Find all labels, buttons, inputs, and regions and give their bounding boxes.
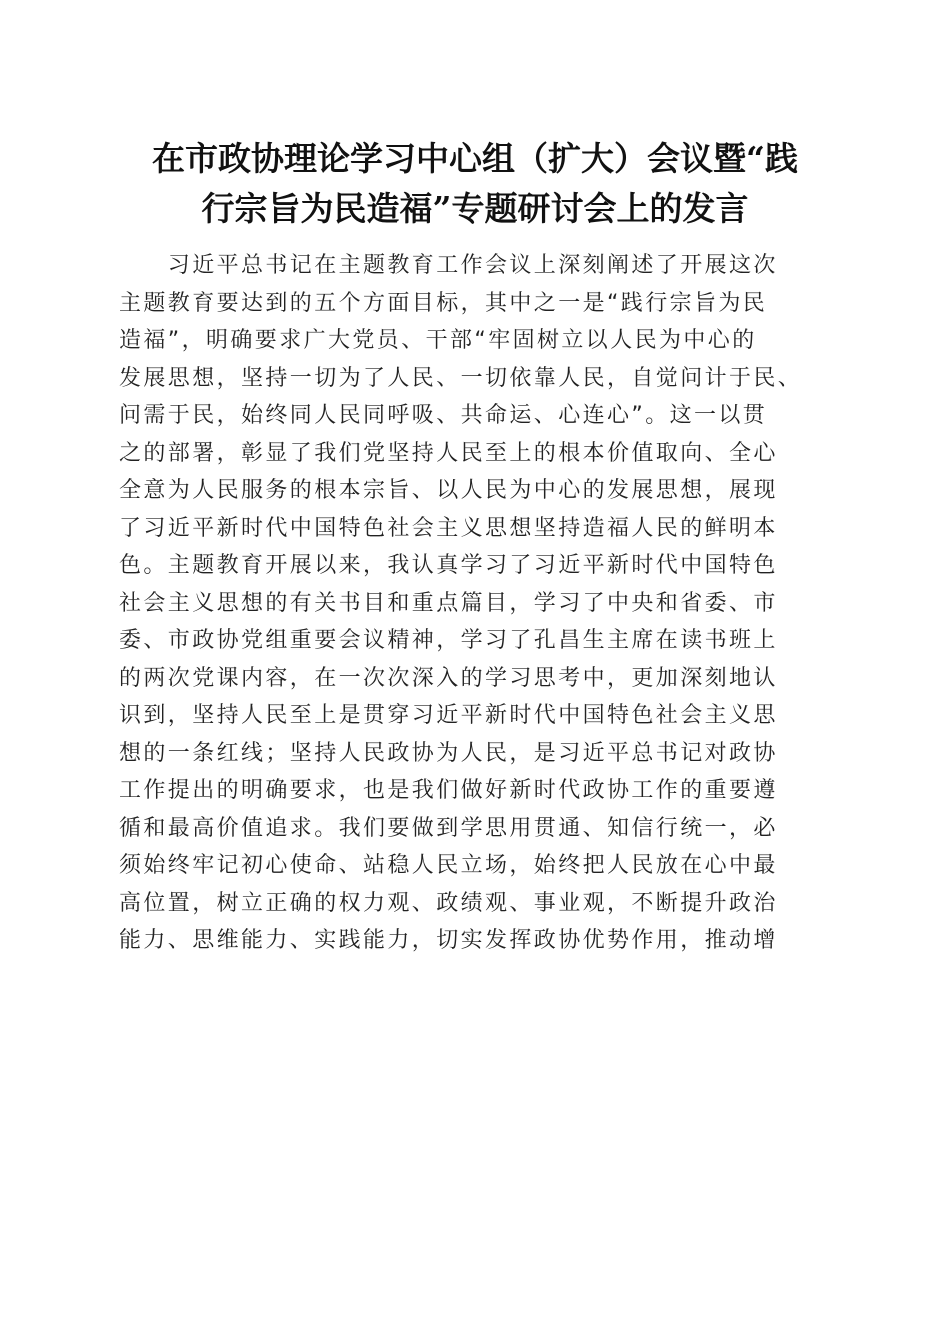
body-line: 高位置，树立正确的权力观、政绩观、事业观，不断提升政治 (119, 890, 778, 916)
body-line: 想的一条红线；坚持人民政协为人民，是习近平总书记对政协 (119, 740, 778, 766)
body-line: 全意为人民服务的根本宗旨、以人民为中心的发展思想，展现 (119, 478, 778, 503)
body-line: 问需于民，始终同人民同呼吸、共命运、心连心”。这一以贯 (119, 403, 768, 428)
body-line: 了习近平新时代中国特色社会主义思想坚持造福人民的鲜明本 (119, 515, 778, 541)
body-line: 须始终牢记初心使命、站稳人民立场，始终把人民放在心中最 (119, 853, 778, 878)
body-line: 工作提出的明确要求，也是我们做好新时代政协工作的重要遵 (119, 778, 778, 803)
body-line: 循和最高价值追求。我们要做到学思用贯通、知信行统一，必 (119, 815, 778, 841)
title-line: 行宗旨为民造福”专题研讨会上的发言 (201, 189, 749, 228)
body-line: 习近平总书记在主题教育工作会议上深刻阐述了开展这次 (119, 253, 778, 278)
page-title (100, 134, 850, 234)
body-line: 的两次党课内容，在一次次深入的学习思考中，更加深刻地认 (119, 665, 778, 691)
body-line: 之的部署，彰显了我们党坚持人民至上的根本价值取向、全心 (119, 440, 778, 466)
body-paragraph (119, 247, 839, 960)
body-line: 色。主题教育开展以来，我认真学习了习近平新时代中国特色 (119, 553, 778, 578)
body-line: 造福”，明确要求广大党员、干部“牢固树立以人民为中心的 (119, 328, 757, 353)
title-line: 在市政协理论学习中心组（扩大）会议暨“践 (152, 139, 798, 178)
body-line: 能力、思维能力、实践能力，切实发挥政协优势作用，推动增 (119, 928, 778, 953)
body-line: 发展思想，坚持一切为了人民、一切依靠人民，自觉问计于民、 (119, 365, 803, 391)
body-line: 识到，坚持人民至上是贯穿习近平新时代中国特色社会主义思 (119, 703, 778, 728)
body-line: 社会主义思想的有关书目和重点篇目，学习了中央和省委、市 (119, 590, 778, 616)
body-line: 委、市政协党组重要会议精神，学习了孔昌生主席在读书班上 (119, 628, 778, 653)
body-line: 主题教育要达到的五个方面目标，其中之一是“践行宗旨为民 (119, 290, 768, 316)
